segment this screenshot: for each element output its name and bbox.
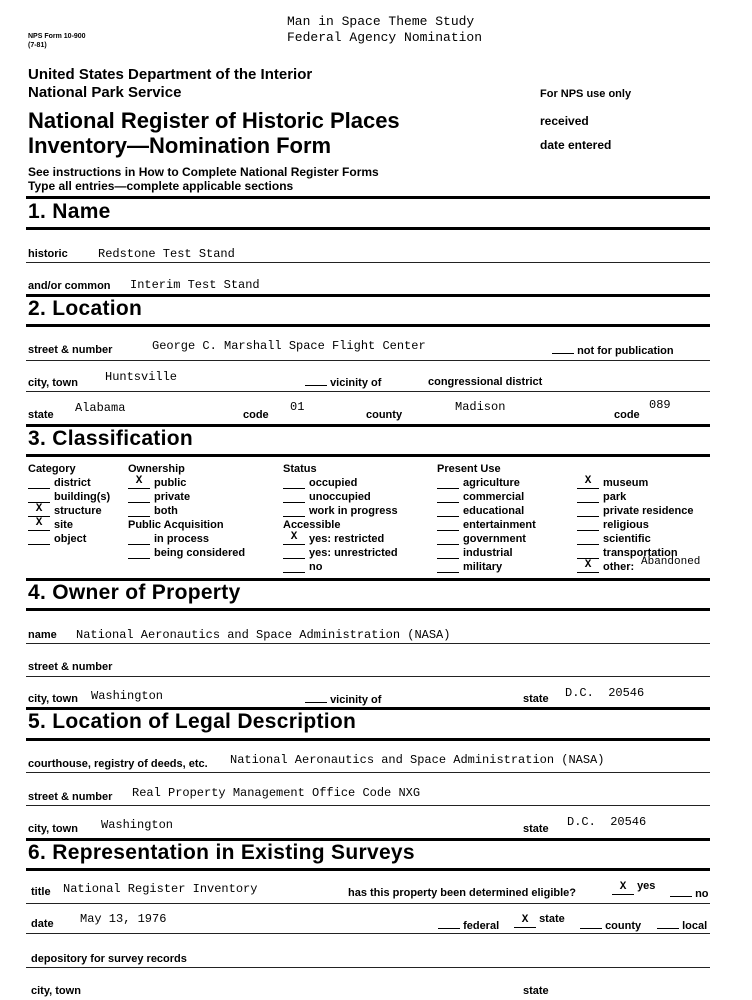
ownership-label: both	[154, 505, 178, 517]
section-1-title: 1. Name	[28, 200, 111, 223]
section-rule	[26, 227, 710, 230]
county-checkbox[interactable]	[580, 919, 602, 929]
service-name: National Park Service	[28, 84, 182, 101]
survey-title-label: title	[31, 886, 51, 898]
form-number: NPS Form 10-900	[28, 33, 86, 40]
county-label: county	[366, 409, 403, 421]
present-use-label: military	[463, 561, 503, 573]
accessible-checkbox[interactable]	[283, 561, 305, 573]
county-code-value[interactable]: 089	[649, 398, 671, 412]
street-number-label: street & number	[28, 344, 113, 356]
county-option[interactable]	[580, 919, 641, 932]
vicinity-of	[305, 376, 381, 389]
accessible-label: yes: restricted	[309, 533, 385, 545]
legal-city-value[interactable]: Washington	[101, 818, 174, 832]
form-revision: (7-81)	[28, 42, 47, 49]
eligible-yes-checkbox[interactable]: X	[612, 883, 634, 895]
present-use-label: scientific	[603, 533, 651, 545]
present-use-checkbox[interactable]	[437, 547, 459, 559]
category-checkbox[interactable]: X	[28, 519, 50, 531]
present-use-checkbox[interactable]	[577, 547, 599, 559]
not-for-publication-checkbox[interactable]	[552, 344, 574, 354]
present-use-checkbox[interactable]: X	[577, 477, 599, 489]
status-column	[283, 463, 398, 575]
owner-vicinity-label: vicinity of	[330, 694, 382, 706]
ownership-label: private	[154, 491, 191, 503]
instructions-line1: See instructions in How to Complete National Register Forms	[28, 165, 379, 179]
acquisition-checkbox[interactable]	[128, 547, 150, 559]
category-option[interactable]	[28, 477, 91, 491]
city-town-label: city, town	[28, 377, 78, 389]
present-use-checkbox[interactable]: X	[577, 561, 599, 573]
depository-label: depository for survey records	[31, 953, 187, 965]
field-line	[26, 360, 710, 361]
present-use-label: private residence	[603, 505, 694, 517]
acquisition-checkbox[interactable]	[128, 533, 150, 545]
accessible-label: no	[309, 561, 323, 573]
accessible-heading: Accessible	[283, 519, 341, 531]
section-6-title: 6. Representation in Existing Surveys	[28, 841, 415, 864]
ownership-label: public	[154, 477, 187, 489]
present-use-label: educational	[463, 505, 525, 517]
field-line	[26, 391, 710, 392]
local-option-label: local	[682, 920, 708, 932]
field-line	[26, 676, 710, 677]
not-for-publication-label: not for publication	[577, 345, 674, 357]
section-4-title: 4. Owner of Property	[28, 581, 241, 604]
category-checkbox[interactable]	[28, 477, 50, 489]
owner-name-label: name	[28, 629, 57, 641]
present-use-checkbox[interactable]	[437, 505, 459, 517]
accessible-checkbox[interactable]: X	[283, 533, 305, 545]
eligible-yes-label: yes	[637, 880, 656, 892]
present-use-label: other:	[603, 561, 635, 573]
field-line	[26, 805, 710, 806]
ownership-heading: Ownership	[128, 463, 185, 475]
present-use-checkbox[interactable]	[577, 519, 599, 531]
legal-state-value[interactable]: D.C. 20546	[567, 815, 647, 829]
county-code-label: code	[614, 409, 640, 421]
section-rule	[26, 608, 710, 611]
date-entered-label: date entered	[540, 138, 612, 152]
status-option[interactable]	[283, 491, 371, 505]
status-option[interactable]	[283, 505, 398, 519]
federal-label: federal	[463, 920, 500, 932]
field-line	[26, 967, 710, 968]
owner-vicinity-checkbox[interactable]	[305, 693, 327, 703]
category-checkbox[interactable]	[28, 533, 50, 545]
owner-state-label: state	[523, 693, 549, 705]
category-option[interactable]	[28, 519, 76, 533]
present-use-label: museum	[603, 477, 649, 489]
present-use-checkbox[interactable]	[577, 491, 599, 503]
legal-state-label: state	[523, 823, 549, 835]
depository-state-label: state	[523, 985, 549, 997]
status-checkbox[interactable]	[283, 477, 305, 489]
section-5-title: 5. Location of Legal Description	[28, 710, 357, 733]
agency-nomination-line: Federal Agency Nomination	[287, 30, 483, 45]
present-use-checkbox[interactable]	[437, 477, 459, 489]
ownership-option[interactable]	[128, 477, 224, 491]
present-use-label: park	[603, 491, 627, 503]
city-town-value[interactable]: Huntsville	[105, 370, 178, 384]
status-checkbox[interactable]	[283, 505, 305, 517]
survey-title-value[interactable]: National Register Inventory	[63, 882, 258, 896]
county-value[interactable]: Madison	[455, 400, 506, 414]
status-checkbox[interactable]	[283, 491, 305, 503]
acquisition-option[interactable]	[128, 547, 246, 561]
public-acquisition-heading: Public Acquisition	[128, 519, 224, 531]
form-title-line1: National Register of Historic Places	[28, 108, 400, 133]
state-code-value[interactable]: 01	[290, 400, 305, 414]
category-label: site	[54, 519, 73, 531]
form-title-line2: Inventory—Nomination Form	[28, 133, 332, 158]
section-rule	[26, 868, 710, 871]
category-label: district	[54, 477, 91, 489]
accessible-option[interactable]	[283, 531, 385, 547]
status-label: work in progress	[309, 505, 398, 517]
received-label: received	[540, 114, 589, 128]
present-use-label: religious	[603, 519, 649, 531]
present-use-checkbox[interactable]	[437, 533, 459, 545]
present-use-label: transportation	[603, 547, 678, 559]
section-rule	[26, 738, 710, 741]
owner-state-value[interactable]: D.C. 20546	[565, 686, 645, 700]
accessible-option[interactable]	[283, 547, 398, 561]
common-name-value[interactable]: Interim Test Stand	[130, 278, 260, 292]
present-use-option[interactable]	[437, 477, 520, 491]
ownership-checkbox[interactable]	[128, 505, 150, 517]
legal-city-label: city, town	[28, 823, 78, 835]
accessible-label: yes: unrestricted	[309, 547, 398, 559]
field-line	[26, 643, 710, 644]
owner-city-value[interactable]: Washington	[91, 689, 164, 703]
owner-city-label: city, town	[28, 693, 78, 705]
section-rule	[26, 324, 710, 327]
local-checkbox[interactable]	[657, 919, 679, 929]
federal-checkbox[interactable]	[438, 919, 460, 929]
historic-label: historic	[28, 248, 68, 260]
ownership-column	[128, 463, 246, 561]
section-rule	[26, 196, 710, 199]
category-label: object	[54, 533, 87, 545]
state-checkbox[interactable]: X	[514, 916, 536, 928]
department-name: United States Department of the Interior	[28, 66, 313, 83]
courthouse-label: courthouse, registry of deeds, etc.	[28, 758, 208, 770]
present-use-checkbox[interactable]	[437, 519, 459, 531]
status-label: unoccupied	[309, 491, 371, 503]
vicinity-checkbox[interactable]	[305, 376, 327, 386]
present-use-column	[437, 463, 536, 575]
present-use-option[interactable]	[437, 561, 501, 575]
category-label: building(s)	[54, 491, 111, 503]
survey-date-value[interactable]: May 13, 1976	[80, 912, 167, 926]
present-use-option[interactable]	[437, 491, 525, 505]
vicinity-label: vicinity of	[330, 377, 382, 389]
ownership-option[interactable]	[128, 505, 224, 519]
legal-street-value[interactable]: Real Property Management Office Code NXG	[132, 786, 421, 800]
section-3-title: 3. Classification	[28, 427, 193, 450]
present-use-option[interactable]	[437, 505, 525, 519]
accessible-option[interactable]	[283, 561, 340, 575]
not-for-publication[interactable]	[552, 344, 674, 357]
state-value[interactable]: Alabama	[75, 401, 126, 415]
category-label: structure	[54, 505, 102, 517]
congressional-district-label: congressional district	[428, 376, 543, 388]
category-column	[28, 463, 111, 547]
eligible-no[interactable]	[670, 887, 709, 900]
ownership-checkbox[interactable]	[128, 491, 150, 503]
category-option[interactable]	[28, 533, 87, 547]
eligible-question: has this property been determined eligible?	[348, 887, 576, 899]
present-use-option[interactable]	[437, 533, 526, 547]
field-line	[26, 903, 710, 904]
survey-date-label: date	[31, 918, 54, 930]
eligible-yes[interactable]	[612, 880, 655, 895]
state-label: state	[28, 409, 54, 421]
field-line	[26, 262, 710, 263]
section-2-title: 2. Location	[28, 297, 143, 320]
category-heading: Category	[28, 463, 76, 475]
present-use-option[interactable]	[437, 519, 536, 533]
field-line	[26, 772, 710, 773]
acquisition-label: in process	[154, 533, 210, 545]
common-name-label: and/or common	[28, 280, 111, 292]
section-rule	[26, 454, 710, 457]
state-option-label: state	[539, 913, 565, 925]
category-checkbox[interactable]	[28, 491, 50, 503]
theme-study-line: Man in Space Theme Study	[287, 14, 475, 29]
present-use-label: entertainment	[463, 519, 536, 531]
status-option[interactable]	[283, 477, 358, 491]
state-option[interactable]	[514, 913, 565, 928]
ownership-option[interactable]	[128, 491, 224, 505]
present-use-checkbox[interactable]	[577, 505, 599, 517]
present-use-label: agriculture	[463, 477, 520, 489]
acquisition-option[interactable]	[128, 533, 224, 547]
county-option-label: county	[605, 920, 642, 932]
present-use-label: commercial	[463, 491, 525, 503]
accessible-checkbox[interactable]	[283, 547, 305, 559]
eligible-no-label: no	[695, 888, 709, 900]
category-checkbox[interactable]: X	[28, 505, 50, 517]
present-use-option[interactable]	[437, 547, 513, 561]
instructions-line2: Type all entries—complete applicable sections	[28, 179, 294, 193]
status-label: occupied	[309, 477, 358, 489]
courthouse-value[interactable]: National Aeronautics and Space Administration (NASA)	[230, 753, 605, 767]
owner-street-label: street & number	[28, 661, 113, 673]
ownership-checkbox[interactable]: X	[128, 477, 150, 489]
owner-vicinity	[305, 693, 381, 706]
federal-option[interactable]	[438, 919, 499, 932]
local-option[interactable]	[657, 919, 707, 932]
depository-city-label: city, town	[31, 985, 81, 997]
state-code-label: code	[243, 409, 269, 421]
field-line	[26, 933, 710, 934]
present-use-checkbox[interactable]	[437, 491, 459, 503]
present-use-label: government	[463, 533, 526, 545]
acquisition-label: being considered	[154, 547, 246, 559]
eligible-no-checkbox[interactable]	[670, 887, 692, 897]
present-use-heading: Present Use	[437, 463, 501, 475]
status-heading: Status	[283, 463, 317, 475]
present-use-checkbox[interactable]	[577, 533, 599, 545]
owner-name-value[interactable]: National Aeronautics and Space Administration (NASA)	[76, 628, 451, 642]
street-number-value[interactable]: George C. Marshall Space Flight Center	[152, 339, 426, 353]
present-use-label: industrial	[463, 547, 513, 559]
other-use-value[interactable]: Abandoned	[641, 556, 701, 568]
historic-value[interactable]: Redstone Test Stand	[98, 247, 235, 261]
present-use-checkbox[interactable]	[437, 561, 459, 573]
legal-street-label: street & number	[28, 791, 113, 803]
nps-use-only: For NPS use only	[540, 88, 632, 100]
